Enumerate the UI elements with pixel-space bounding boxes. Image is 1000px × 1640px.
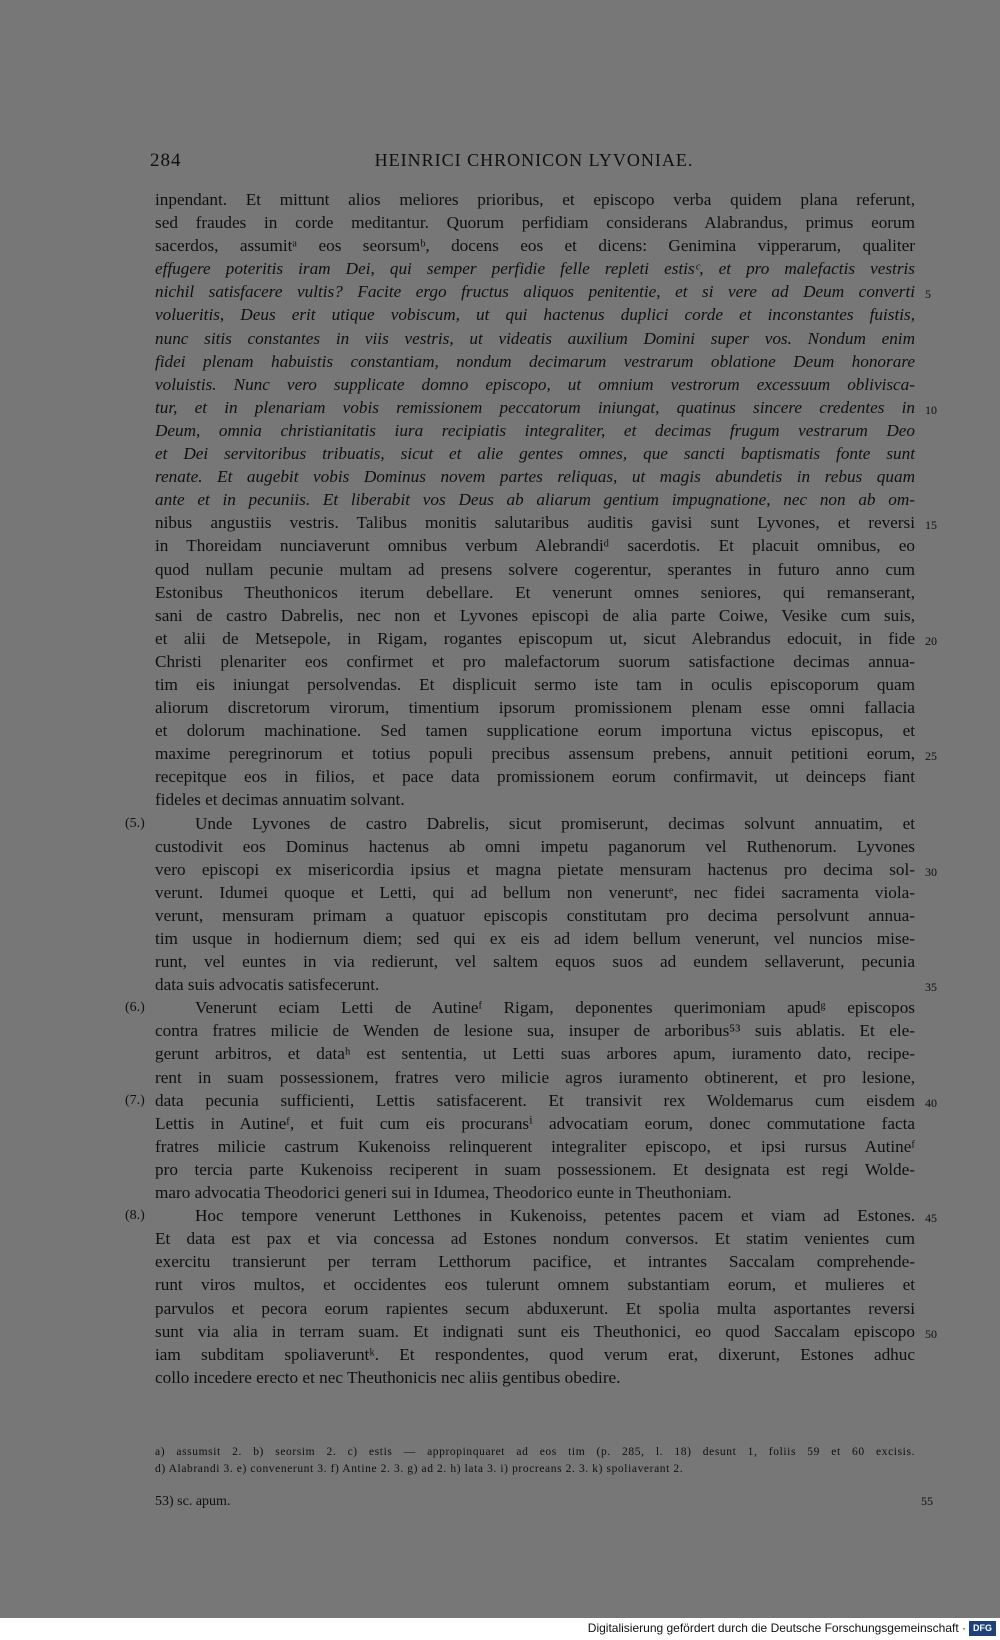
text-line [155,835,915,858]
text-line [125,812,915,835]
text-line-content: sed fraudes in corde meditantur. Quorum perfidiam considerans Alabrandus, primus eorum [155,213,915,233]
text-line [155,627,937,650]
text-line-content: fratres milicie castrum Kukenoiss relinquerent integraliter episcopo, et ipsi rursus Autineᶠ [155,1136,915,1156]
text-line [155,673,915,696]
text-line-content: collo incedere erecto et nec Theuthonicis nec aliis gentibus obedire. [155,1367,621,1387]
editor-note-line-number: 55 [921,1494,933,1508]
text-line [155,188,915,211]
text-line-content: runt viros multos, et occidentes eos tulerunt omnem substantiam eorum, et mulieres et [155,1275,915,1295]
text-line-content: aliorum discretorum virorum, timentium ipsorum promissionem plenam esse omni fallacia [155,698,915,718]
line-number: 5 [925,287,931,302]
line-number: 20 [925,633,937,648]
text-line [155,1297,915,1320]
text-line-content: et dolorum machinatione. Sed tamen supplicatione eorum importuna victus episcopus, et [155,721,915,741]
text-line-content: nunc sitis constantes in viis vestris, ut videatis auxilium Domini super vos. Nondum enim [155,328,915,348]
text-line [155,765,915,788]
text-line [155,350,915,373]
text-line [155,280,931,303]
text-line-content: iam subditam spoliaveruntᵏ. Et respondentes, quod verum erat, dixerunt, Estones adhuc [155,1344,915,1364]
text-line-content: Hoc tempore venerunt Letthones in Kukenoiss, petentes pacem et viam ad Estones. [195,1206,915,1226]
text-line-content: volueritis, Deus erit utique vobiscum, ut qui hactenus duplici corde et inconstantes fuistis, [155,305,915,325]
text-line-content: Unde Lyvones de castro Dabrelis, sicut promiserunt, decimas solvunt annuatim, et [195,813,915,833]
text-line-content: et alii de Metsepole, in Rigam, rogantes episcopum ut, sicut Alebrandus edocuit, in fide [155,628,915,648]
text-line [155,1250,915,1273]
text-line [155,858,937,881]
text-line [155,973,937,996]
footnote-line: d) Alabrandi 3. e) convenerunt 3. f) Antine 2. 3. g) ad 2. h) lata 3. i) procreans 2. 3. k) spoliaverant 2. [155,1463,684,1475]
line-number: 45 [925,1211,937,1226]
text-line-content: nichil satisfacere vultis? Facite ergo fructus aliquos penitentie, et si vere ad Deum converti [155,282,915,302]
text-line [155,927,915,950]
text-line [125,1204,937,1227]
text-line [155,303,915,326]
text-line [155,488,915,511]
text-line [155,396,937,419]
section-marker: (5.) [125,815,145,831]
text-line [155,1366,915,1389]
text-line [155,650,915,673]
text-line [155,1273,915,1296]
text-line-content: voluistis. Nunc vero supplicate domno episcopo, ut omnium vestrorum excessuum oblivisca- [155,374,915,394]
line-number: 50 [925,1326,937,1341]
text-line [155,696,915,719]
text-line-content: Et data est pax et via concessa ad Estones nondum conversos. Et statim venientes cum [155,1229,915,1249]
page-number: 284 [150,150,182,171]
text-line [155,257,915,280]
text-line [155,1112,915,1135]
text-line-content: parvulos et pecora eorum rapientes secum abduxerunt. Et spolia multa asportantes reversi [155,1298,915,1318]
text-line [155,1227,915,1250]
funding-credit: Digitalisierung gefördert durch die Deutsche Forschungsgemeinschaft · [587,1621,966,1635]
text-line [155,1042,915,1065]
text-line-content: vero episcopi ex misericordia ipsius et magna pietate mensuram hactenus pro decima sol- [155,859,915,879]
text-line [155,1181,915,1204]
text-line-content: Deum, omnia christianitatis iura recipiatis integraliter, et decimas frugum vestrarum Deo [155,420,915,440]
text-line-content: fideles et decimas annuatim solvant. [155,790,405,810]
text-line-content: maxime peregrinorum et totius populi precibus assensum prebens, annuit petitioni eorum, [155,744,915,764]
text-line-content: exercitu transierunt per terram Letthorum pacifice, et intrantes Saccalam comprehende- [155,1252,915,1272]
section-marker: (7.) [125,1092,145,1108]
text-line-content: et Dei servitoribus tribuatis, sicut et alie gentes omnes, que sancti baptismatis fonte sunt [155,444,915,464]
text-line [155,465,915,488]
text-line [155,1135,915,1158]
line-number: 35 [925,980,937,995]
text-line-content: tim eis iniungat persolvendas. Et displicuit sermo iste tam in oculis episcoporum quam [155,674,915,694]
page-header [150,150,918,180]
line-number: 30 [925,864,937,879]
text-line [155,950,915,973]
chronicle-text [125,188,937,1389]
text-line-content: custodivit eos Dominus hactenus ab omni impetu paganorum vel Ruthenorum. Lyvones [155,836,915,856]
text-line [155,604,915,627]
text-line-content: Lettis in Autineᶠ, et fuit cum eis procuransⁱ advocatiam eorum, donec commutatione facta [155,1113,915,1133]
text-line-content: gerunt arbitros, et dataʰ est sententia, ut Letti suas arbores apum, iuramento dato, recipe- [155,1044,915,1064]
text-line-content: data suis advocatis satisfecerunt. [155,975,380,995]
text-line [125,1089,937,1112]
line-number: 10 [925,402,937,417]
text-line-content: verunt, mensuram primam a quatuor episcopis constitutam pro decima persolvunt annua- [155,905,915,925]
text-line-content: tim usque in hodiernum diem; sed qui ex eis ad idem bellum venerunt, vel nuncios mise- [155,929,915,948]
text-line-content: data pecunia sufficienti, Lettis satisfacerent. Et transivit rex Woldemarus cum eisdem [155,1090,915,1110]
text-line-content: fidei plenam habuistis constantiam, nondum decimarum vestrarum oblatione Deum honorare [155,351,915,371]
text-line [155,234,915,257]
text-line-content: ante et in pecuniis. Et liberabit vos Deus ab aliarum gentium impugnatione, nec non ab om- [155,490,915,510]
text-line-content: maro advocatia Theodorici generi sui in Idumea, Theodorico eunte in Theuthoniam. [155,1183,732,1203]
text-line-content: pro tercia parte Kukenoiss reciperent in suam possessionem. Et designata est regi Wolde- [155,1159,915,1179]
text-line-content: sunt via alia in terram suam. Et indignati sunt eis Theuthonici, eo quod Saccalam episcopo [155,1321,915,1341]
editor-note [155,1494,933,1514]
text-line [155,1320,937,1343]
text-line-content: nibus angustiis vestris. Talibus monitis salutaribus auditis gavisi sunt Lyvones, et reversi [155,513,915,533]
text-line [155,581,915,604]
text-line [155,419,915,442]
text-line [155,558,915,581]
text-line [155,373,915,396]
text-line-content: in Thoreidam nunciaverunt omnibus verbum Alebrandiᵈ sacerdotis. Et placuit omnibus, eo [155,536,915,556]
text-line-content: rent in suam possessionem, fratres vero milicie agros iuramento obtinerent, et pro lesione, [155,1067,915,1087]
text-line [155,511,937,534]
text-line [155,534,915,557]
text-line [155,1158,915,1181]
dfg-logo: DFG [969,1621,996,1636]
editor-note-text: 53) sc. apum. [155,1494,231,1509]
line-number: 40 [925,1095,937,1110]
text-line [155,904,915,927]
text-line-content: tur, et in plenariam vobis remissionem peccatorum iniungat, quatinus sincere credentes in [155,397,915,417]
section-marker: (8.) [125,1208,145,1224]
text-line-content: sacerdos, assumitᵃ eos seorsumᵇ, docens eos et dicens: Genimina vipperarum, qualiter [155,236,915,256]
text-line-content: verunt. Idumei quoque et Letti, qui ad bellum non veneruntᵉ, nec fidei sacramenta viola- [155,882,915,902]
text-line-content: effugere poteritis iram Dei, qui semper perfidie felle repleti estisᶜ, et pro malefactis vestris [155,259,915,279]
text-line [155,1066,915,1089]
text-line-content: sani de castro Dabrelis, nec non et Lyvones episcopi de alia parte Coiwe, Vesike cum suis, [155,605,915,625]
text-line-content: Christi plenariter eos confirmet et pro malefactorum suorum satisfactione decimas annua- [155,651,915,671]
line-number: 25 [925,749,937,764]
text-line [155,1343,915,1366]
text-line-content: quod nullam pecunie multam ad presens solvere cogerentur, sperantes in futuro anno cum [155,559,915,579]
running-title: HEINRICI CHRONICON LYVONIAE. [374,150,694,170]
text-line [155,442,915,465]
line-number: 15 [925,518,937,533]
text-line-content: recepitque eos in filios, et pace data promissionem eorum confirmavit, ut deinceps fiant [155,767,915,787]
footnote-line: a) assumsit 2. b) seorsim 2. c) estis — appropinquaret ad eos tim (p. 285, l. 18) desunt 1, foliis 59 et 60 excisis. [155,1446,915,1458]
text-line-content: contra fratres milicie de Wenden de lesione sua, insuper de arboribus⁵³ suis ablatis. Et ele- [155,1021,915,1041]
text-line [155,1019,915,1042]
text-line-content: Venerunt eciam Letti de Autineᶠ Rigam, deponentes querimoniam apudᵍ episcopos [195,998,915,1018]
digitization-footer [0,1618,1000,1640]
text-line [155,742,937,765]
text-line-content: renate. Et augebit vobis Dominus novem partes reliquas, ut magis abundetis in rebus quam [155,467,915,487]
text-line-content: runt, vel euntes in via redierunt, vel saltem equos suos ad eundem sellaverunt, pecunia [155,952,915,972]
critical-apparatus [155,1444,915,1478]
text-line-content: inpendant. Et mittunt alios meliores prioribus, et episcopo verba quidem plana referunt, [155,190,915,209]
text-line [155,211,915,234]
section-marker: (6.) [125,1000,145,1016]
text-line [155,719,915,742]
text-line [125,996,915,1019]
text-line [155,881,915,904]
text-line [155,788,915,811]
text-line [155,327,915,350]
text-line-content: Estonibus Theuthonicos iterum debellare. Et venerunt omnes seniores, qui remanserant, [155,582,915,602]
